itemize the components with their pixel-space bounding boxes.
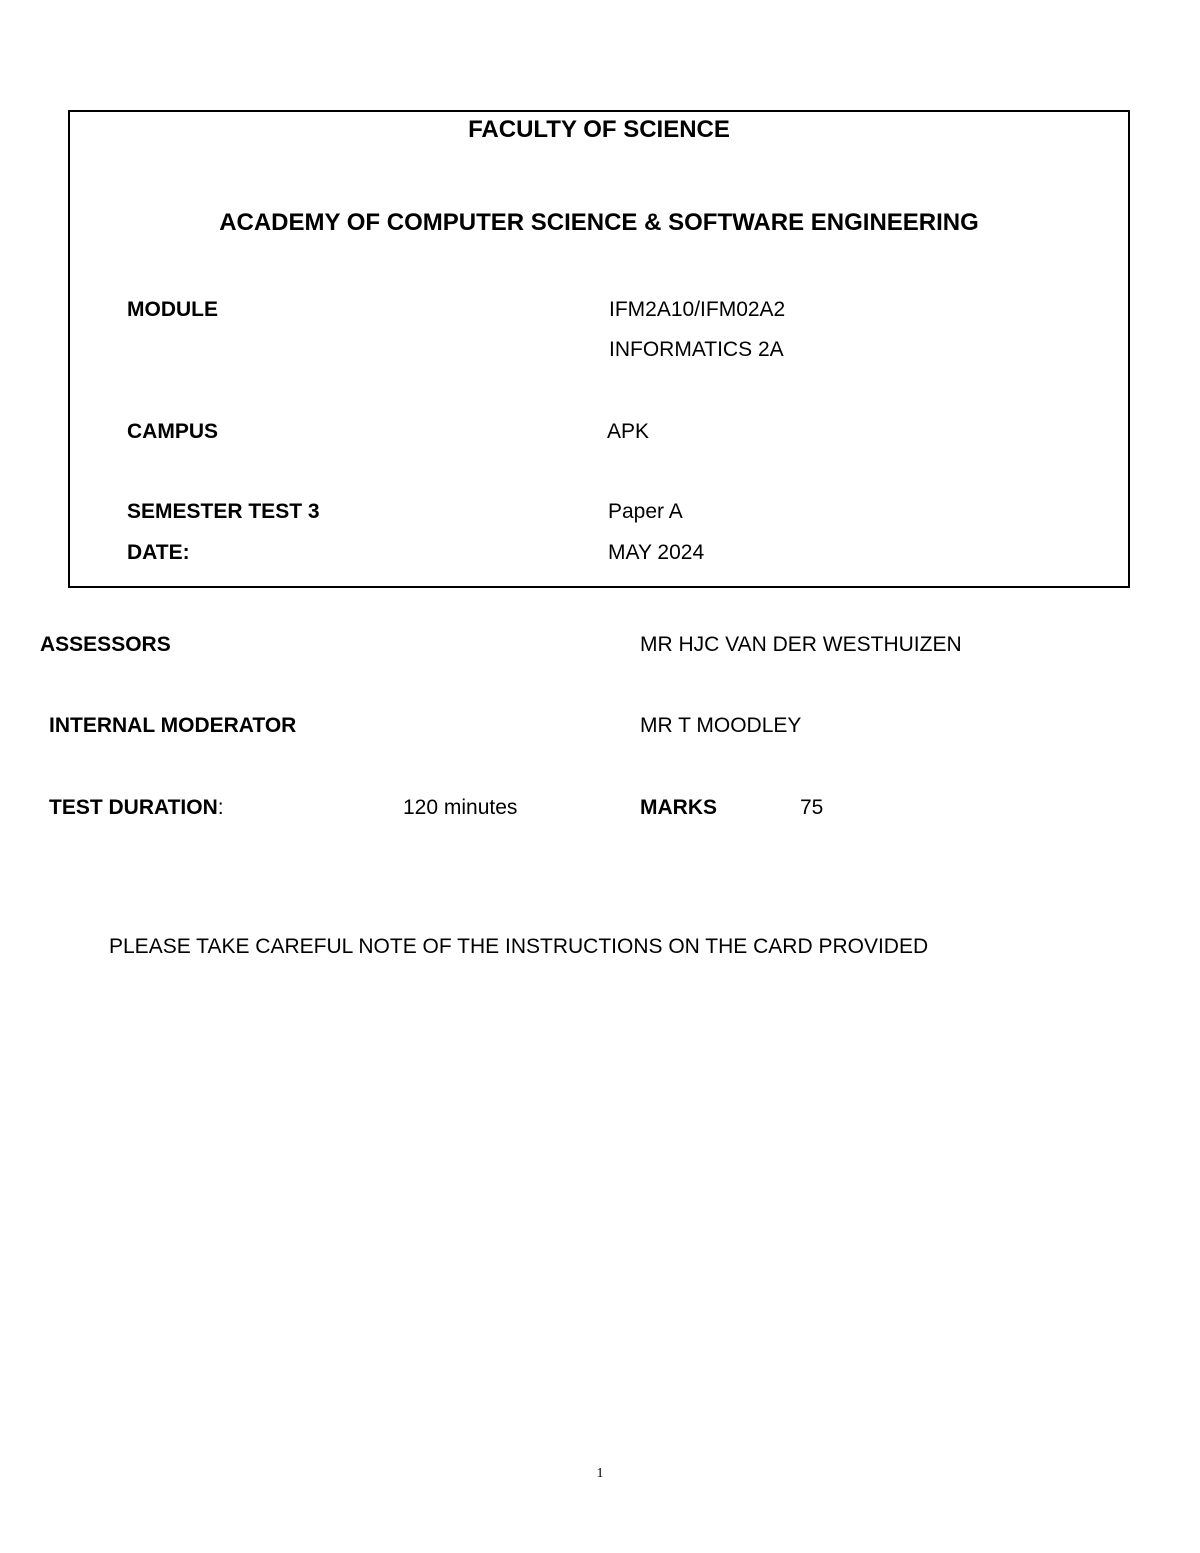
test-label: SEMESTER TEST 3 <box>127 500 320 523</box>
campus-value: APK <box>607 420 650 443</box>
assessors-label: ASSESSORS <box>40 633 171 656</box>
faculty-title: FACULTY OF SCIENCE <box>468 116 730 143</box>
assessors-value: MR HJC VAN DER WESTHUIZEN <box>640 633 962 656</box>
date-value: MAY 2024 <box>608 541 705 564</box>
module-code: IFM2A10/IFM02A2 <box>609 298 786 321</box>
marks-value: 75 <box>800 796 824 819</box>
marks-label: MARKS <box>640 796 717 819</box>
duration-value: 120 minutes <box>403 796 518 819</box>
duration-row <box>49 796 224 820</box>
moderator-label: INTERNAL MODERATOR <box>49 714 297 737</box>
campus-label: CAMPUS <box>127 420 219 443</box>
date-label: DATE: <box>127 541 190 564</box>
moderator-value: MR T MOODLEY <box>640 714 802 737</box>
cover-info-box <box>68 110 1130 588</box>
academy-title: ACADEMY OF COMPUTER SCIENCE & SOFTWARE ENGINEERING <box>219 209 979 236</box>
instruction-text: PLEASE TAKE CAREFUL NOTE OF THE INSTRUCTIONS ON THE CARD PROVIDED <box>109 935 929 958</box>
page-number: 1 <box>596 1466 604 1481</box>
duration-label: TEST DURATION <box>49 796 218 819</box>
module-label: MODULE <box>127 298 218 321</box>
test-paper-value: Paper A <box>608 500 683 523</box>
duration-colon: : <box>217 796 224 819</box>
module-name: INFORMATICS 2A <box>609 338 784 361</box>
